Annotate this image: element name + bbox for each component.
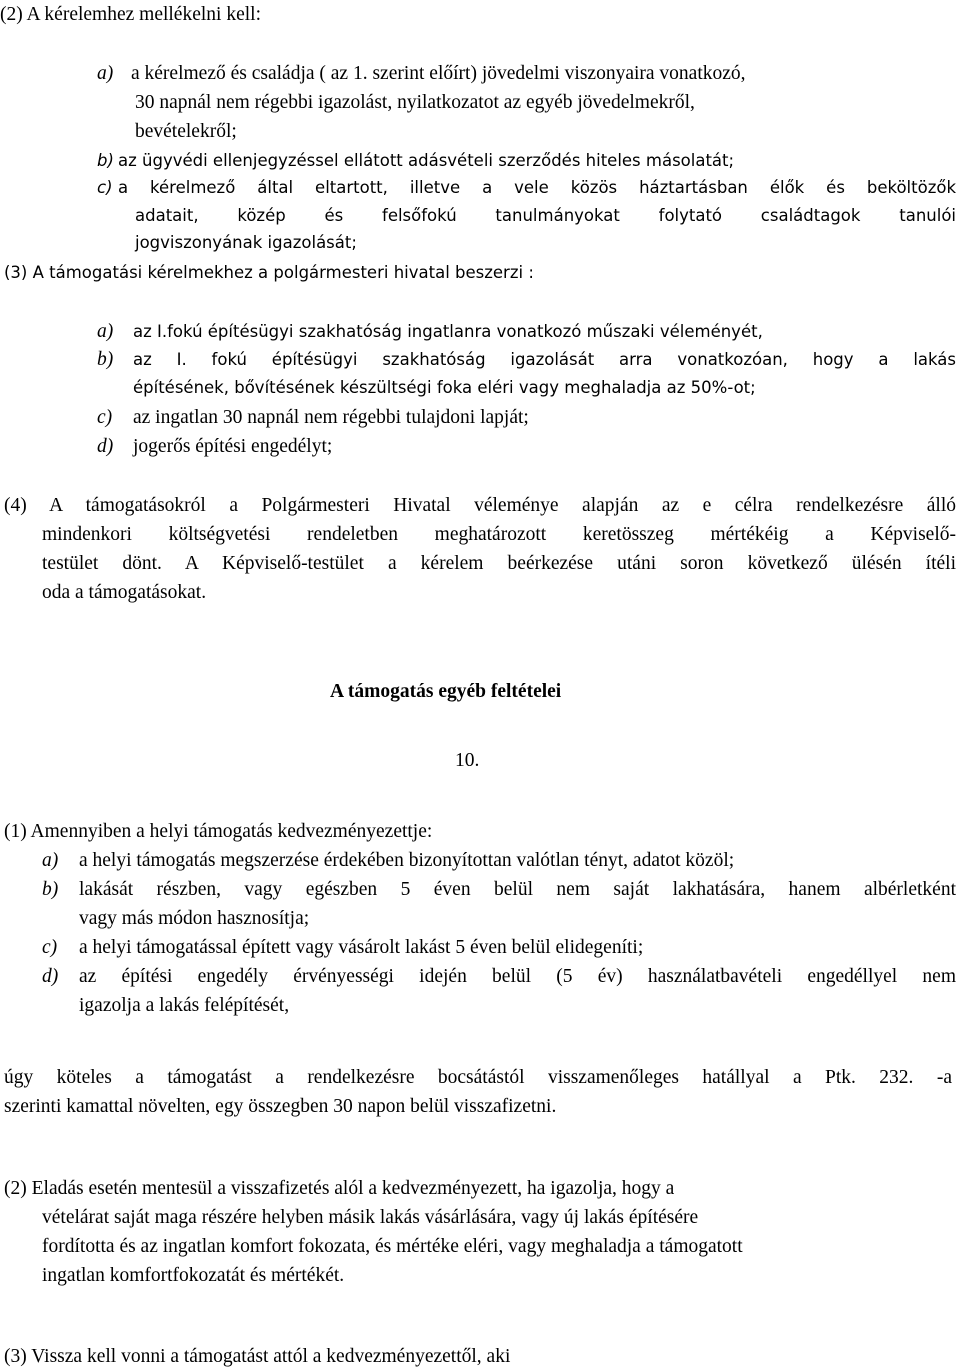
part3-d-line1: jogerős építési engedélyt; [133,436,333,457]
part3-a-marker: a) [97,321,114,342]
p1-a-marker: a) [42,850,59,871]
part3-c-marker: c) [97,407,113,428]
part2-c-line2: adatait, közép és felsőfokú tanulmányokat folytató családtagok tanulói [135,206,956,225]
part2-b-line1: az ügyvédi ellenjegyzéssel ellátott adásvételi szerződés hiteles másolatát; [118,151,735,170]
section-heading: A támogatás egyéb feltételei [330,681,562,702]
p1-a-line1: a helyi támogatás megszerzése érdekében bizonyítottan valótlan tényt, adatot közöl; [79,850,735,871]
part2-b-marker: b) [97,151,114,170]
part4-line1: (4) A támogatásokról a Polgármesteri Hivatal véleménye alapján az e célra rendelkezésre álló [4,495,956,516]
part3-d-marker: d) [97,436,114,457]
part2-a-marker: a) [97,63,114,84]
p1-intro: (1) Amennyiben a helyi támogatás kedvezményezettje: [4,821,433,842]
p1-c-marker: c) [42,937,58,958]
p2-line2: vételárat saját maga részére helyben másik lakás vásárlására, vagy új lakás építésére [42,1207,699,1228]
part2-a-line3: bevételekről; [135,121,237,142]
p1-d-line2: igazolja a lakás felépítését, [79,995,290,1016]
part2-c-line3: jogviszonyának igazolását; [135,233,357,252]
part3-intro: (3) A támogatási kérelmekhez a polgármesteri hivatal beszerzi : [4,263,534,282]
part3-b-line2: építésének, bővítésének készültségi foka eléri vagy meghaladja az 50%-ot; [133,378,756,397]
p1-b-marker: b) [42,879,59,900]
part2-a-line1: a kérelmező és családja ( az 1. szerint előírt) jövedelmi viszonyaira vonatkozó, [131,63,746,84]
p1-b-line2: vagy más módon hasznosítja; [79,908,310,929]
section-number: 10. [455,750,480,771]
p1-c-line1: a helyi támogatással épített vagy vásárolt lakást 5 éven belül elidegeníti; [79,937,644,958]
p1-b-line1: lakását részben, vagy egészben 5 éven belül nem saját lakhatására, hanem albérletként [79,879,956,900]
p1-d-line1: az építési engedély érvényességi idején belül (5 év) használatbavételi engedéllyel nem [79,966,956,987]
part2-c-marker: c) [97,178,113,197]
part3-c-line1: az ingatlan 30 napnál nem régebbi tulajdoni lapját; [133,407,529,428]
part4-line2: mindenkori költségvetési rendeletben meghatározott keretösszeg mértékéig a Képviselő- [42,524,956,545]
p1-d-marker: d) [42,966,59,987]
part3-b-marker: b) [97,349,114,370]
part3-a-line1: az I.fokú építésügyi szakhatóság ingatlanra vonatkozó műszaki véleményét, [133,322,763,341]
part4-line4: oda a támogatásokat. [42,582,207,603]
part2-a-line2: 30 napnál nem régebbi igazolást, nyilatkozatot az egyéb jövedelmekről, [135,92,695,113]
part4-line3: testület dönt. A Képviselő-testület a kérelem beérkezése utáni soron következő ülésén ítéli [42,553,956,574]
p2-line3: fordította és az ingatlan komfort fokozata, és mértéke eléri, vagy meghaladja a támogatott [42,1236,743,1257]
p2-line4: ingatlan komfortfokozatát és mértékét. [42,1265,345,1286]
p1-tail-line1: úgy köteles a támogatást a rendelkezésre bocsátástól visszamenőleges hatállyal a Ptk. 232. -a [4,1067,952,1088]
part3-b-line1: az I. fokú építésügyi szakhatóság igazolását arra vonatkozóan, hogy a lakás [133,350,956,369]
p2-line1: (2) Eladás esetén mentesül a visszafizetés alól a kedvezményezett, ha igazolja, hogy a [4,1178,675,1199]
part2-intro: (2) A kérelemhez mellékelni kell: [0,4,261,25]
p3-line1: (3) Vissza kell vonni a támogatást attól a kedvezményezettől, aki [4,1346,511,1367]
p1-tail-line2: szerinti kamattal növelten, egy összegben 30 napon belül visszafizetni. [4,1096,557,1117]
part2-c-line1: a kérelmező által eltartott, illetve a vele közös háztartásban élők és beköltözők [118,178,956,197]
